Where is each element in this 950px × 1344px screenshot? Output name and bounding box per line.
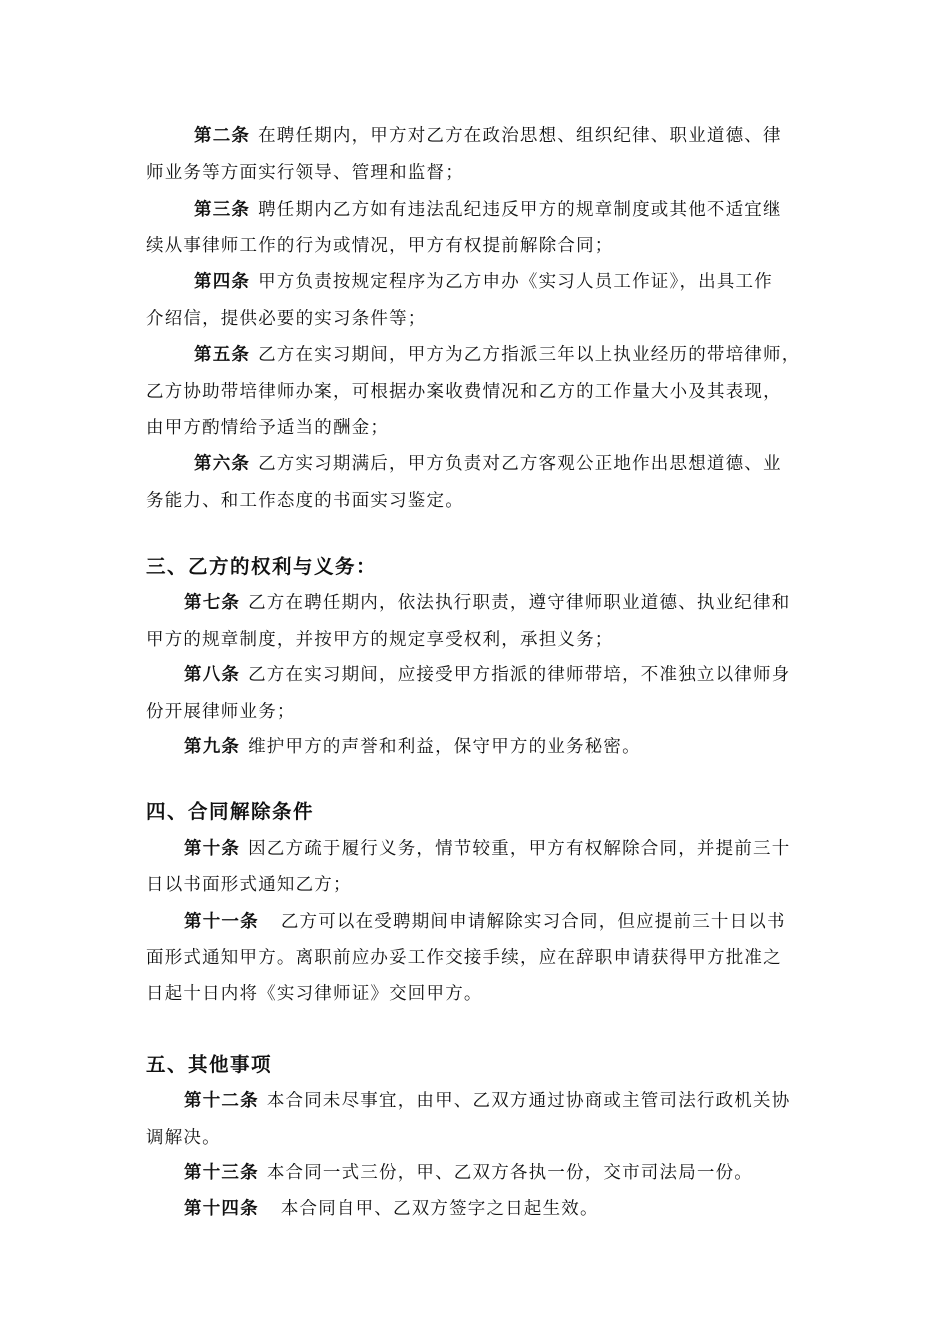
article-3-line-2: 续从事律师工作的行为或情况，甲方有权提前解除合同； [146, 236, 614, 256]
section-3-heading: 三、乙方的权利与义务： [146, 555, 378, 578]
article-13-text: 本合同一式三份，甲、乙双方各执一份，交市司法局一份。 [266, 1163, 754, 1183]
article-12-label: 第十二条 [184, 1091, 259, 1111]
article-5-text: 乙方在实习期间，甲方为乙方指派三年以上执业经历的带培律师， [258, 345, 801, 365]
article-11-text: 乙方可以在受聘期间申请解除实习合同，但应提前三十日以书 [280, 912, 786, 932]
article-5-label: 第五条 [194, 345, 251, 365]
article-11-line-2: 面形式通知甲方。离职前应办妥工作交接手续，应在辞职申请获得甲方批准之 [146, 948, 782, 968]
article-9-text: 维护甲方的声誉和利益，保守甲方的业务秘密。 [248, 737, 641, 757]
article-3-label: 第三条 [194, 200, 251, 220]
article-11-line-3: 日起十日内将《实习律师证》交回甲方。 [146, 984, 483, 1004]
article-6-line-2: 务能力、和工作态度的书面实习鉴定。 [146, 491, 464, 511]
article-10-line-1 [184, 837, 790, 861]
article-3-text: 聘任期内乙方如有违法乱纪违反甲方的规章制度或其他不适宜继 [258, 200, 782, 220]
article-14-label: 第十四条 [184, 1199, 259, 1219]
section-4-heading: 四、合同解除条件 [146, 800, 315, 823]
article-2-line-2: 师业务等方面实行领导、管理和监督； [146, 163, 464, 183]
article-2-label: 第二条 [194, 126, 251, 146]
article-10-line-2: 日以书面形式通知乙方； [146, 875, 352, 895]
section-5-heading: 五、其他事项 [146, 1053, 273, 1076]
article-13-line-1 [184, 1161, 753, 1185]
article-4-label: 第四条 [194, 272, 251, 292]
article-4-line-2: 介绍信，提供必要的实习条件等； [146, 309, 427, 329]
article-5-line-1 [194, 343, 800, 367]
article-13-label: 第十三条 [184, 1163, 259, 1183]
article-6-line-1 [194, 452, 782, 476]
article-8-line-1 [184, 663, 790, 687]
article-3-line-1 [194, 198, 782, 222]
article-7-line-2: 甲方的规章制度，并按甲方的规定享受权利，承担义务； [146, 630, 614, 650]
article-5-line-2: 乙方协助带培律师办案，可根据办案收费情况和乙方的工作量大小及其表现， [146, 382, 782, 402]
article-14-text: 本合同自甲、乙双方签字之日起生效。 [280, 1199, 599, 1219]
article-12-text: 本合同未尽事宜，由甲、乙双方通过协商或主管司法行政机关协 [266, 1091, 791, 1111]
article-8-label: 第八条 [184, 665, 241, 685]
article-11-label: 第十一条 [184, 912, 259, 932]
article-7-label: 第七条 [184, 593, 241, 613]
article-11-line-1 [184, 910, 786, 934]
article-9-line-1 [184, 735, 641, 759]
article-4-line-1 [194, 270, 773, 294]
article-12-line-1 [184, 1089, 790, 1113]
article-7-text: 乙方在聘任期内，依法执行职责，遵守律师职业道德、执业纪律和 [248, 593, 791, 613]
article-10-text: 因乙方疏于履行义务，情节较重，甲方有权解除合同，并提前三十 [248, 839, 791, 859]
article-9-label: 第九条 [184, 737, 241, 757]
article-6-text: 乙方实习期满后，甲方负责对乙方客观公正地作出思想道德、业 [258, 454, 782, 474]
article-2-line-1 [194, 124, 782, 148]
article-5-line-3: 由甲方酌情给予适当的酬金； [146, 418, 390, 438]
article-8-text: 乙方在实习期间，应接受甲方指派的律师带培，不准独立以律师身 [248, 665, 791, 685]
article-14-line-1 [184, 1197, 599, 1221]
article-2-text: 在聘任期内，甲方对乙方在政治思想、组织纪律、职业道德、律 [258, 126, 782, 146]
article-10-label: 第十条 [184, 839, 241, 859]
article-7-line-1 [184, 591, 790, 615]
article-8-line-2: 份开展律师业务； [146, 702, 296, 722]
article-4-text: 甲方负责按规定程序为乙方申办《实习人员工作证》，出具工作 [258, 272, 773, 292]
article-6-label: 第六条 [194, 454, 251, 474]
article-12-line-2: 调解决。 [146, 1128, 221, 1148]
